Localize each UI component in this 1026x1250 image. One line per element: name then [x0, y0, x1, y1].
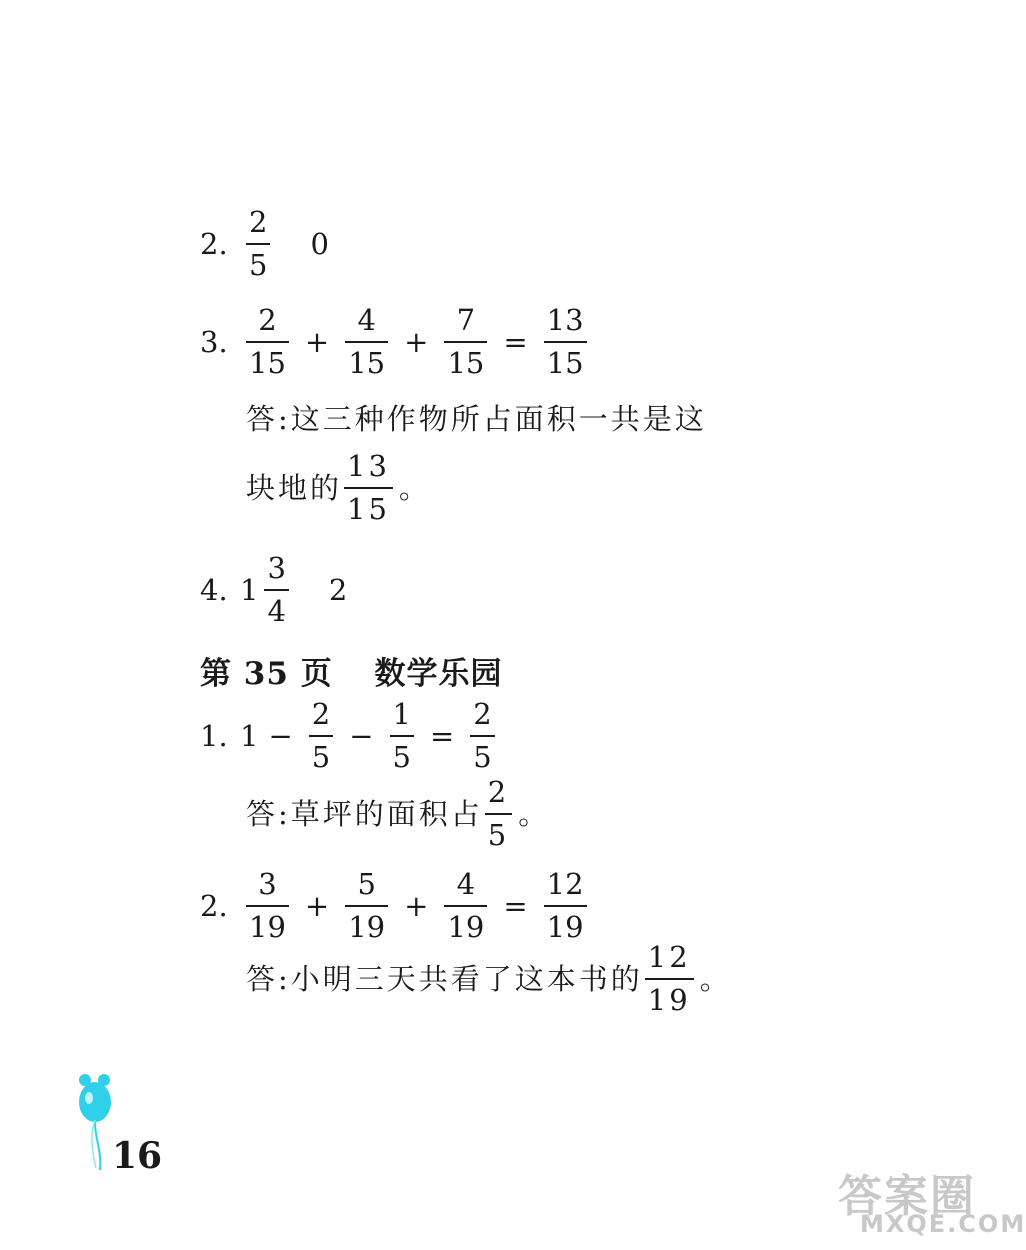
item-4 [200, 551, 348, 628]
section-page-label: 第 35 页 [200, 656, 333, 692]
item-number: 4. [200, 572, 228, 607]
fraction: $\frac{2}{5}$ [470, 700, 494, 772]
answer-value: 2 [328, 572, 348, 607]
operator: + [304, 888, 330, 923]
fraction: $\frac{12}{19}$ [645, 943, 694, 1015]
operator: = [503, 888, 528, 923]
section-title: 数学乐园 [374, 656, 503, 692]
answer-value: 0 [310, 226, 329, 261]
item-number: 3. [200, 324, 228, 359]
fraction: $\frac{3}{19}$ [246, 870, 289, 942]
lead-number: 1 [240, 718, 259, 753]
section-item-1-equation [200, 697, 501, 774]
watermark-url: MXQE.COM [860, 1210, 1026, 1238]
fraction: $\frac{12}{19}$ [544, 870, 587, 942]
section-item-1-answer: 答:草坪的面积占 $\frac{2}{5}$ 。 [246, 775, 551, 852]
fraction: $\frac{5}{19}$ [345, 870, 388, 942]
mixed-whole: 1 [240, 572, 259, 607]
operator: + [404, 888, 429, 923]
operator: = [503, 324, 528, 359]
page-number: 16 [112, 1135, 163, 1177]
fraction: $\frac{13}{15}$ [544, 306, 587, 378]
fraction: $\frac{2}{15}$ [246, 306, 289, 378]
fraction: $\frac{13}{15}$ [344, 452, 393, 524]
fraction: $\frac{4}{15}$ [345, 306, 388, 378]
section-heading [200, 648, 503, 693]
item-3-answer-line-1: 答:这三种作物所占面积一共是这 [246, 402, 707, 436]
watermark-main: 答案圈 [838, 1171, 976, 1222]
operator: − [268, 718, 293, 753]
operator: − [349, 718, 374, 753]
section-item-2-answer: 答:小明三天共看了这本书的 $\frac{12}{19}$ 。 [246, 940, 732, 1017]
item-2 [200, 205, 329, 282]
operator: + [304, 324, 330, 359]
bear-mascot-icon [76, 1072, 116, 1172]
operator: + [404, 324, 429, 359]
item-number: 1. [200, 718, 228, 753]
watermark [838, 1160, 1026, 1238]
fraction: $\frac{7}{15}$ [444, 306, 487, 378]
fraction: $\frac{2}{5}$ [309, 700, 333, 772]
fraction: $\frac{1}{5}$ [390, 700, 414, 772]
fraction: $\frac{2}{5}$ [485, 778, 512, 850]
item-3-equation [200, 303, 593, 380]
item-number: 2. [200, 226, 228, 261]
operator: = [429, 718, 455, 753]
fraction: $\frac{3}{4}$ [264, 554, 288, 626]
fraction: $\frac{2}{5}$ [246, 208, 270, 280]
section-item-2-equation [200, 867, 593, 944]
item-3-answer-line-2: 块地的 $\frac{13}{15}$ 。 [246, 449, 431, 526]
item-number: 2. [200, 888, 228, 923]
fraction: $\frac{4}{19}$ [444, 870, 487, 942]
